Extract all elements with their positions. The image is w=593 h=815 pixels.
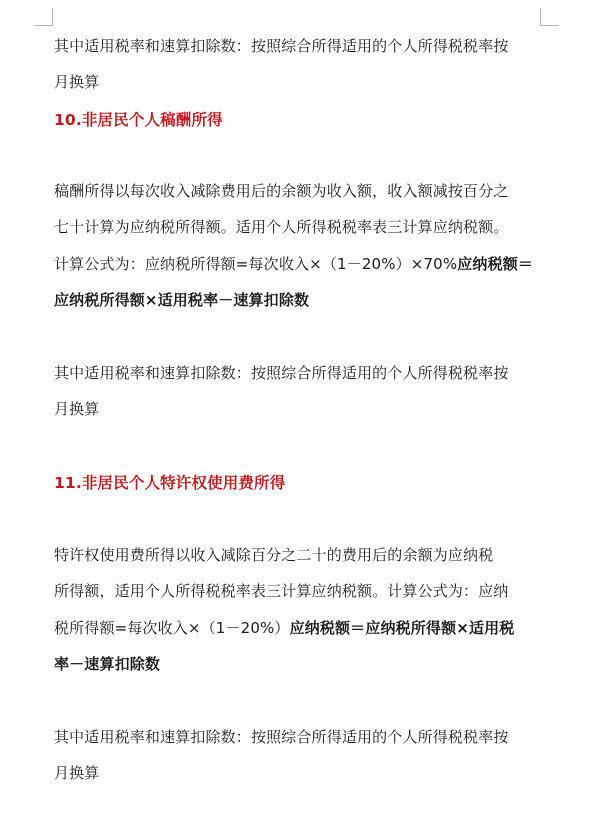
paragraph-line: 其中适用税率和速算扣除数：按照综合所得适用的个人所得税税率按 (54, 364, 509, 382)
crop-mark-left-horizontal (34, 25, 53, 26)
section-heading-10: 10.非居民个人稿酬所得 (54, 111, 223, 129)
paragraph-line: 月换算 (54, 400, 100, 418)
formula-bold-text: 应纳税额＝应纳税所得额×适用税 (289, 619, 515, 637)
section-heading-11: 11.非居民个人特许权使用费所得 (54, 474, 286, 492)
paragraph-line: 其中适用税率和速算扣除数：按照综合所得适用的个人所得税税率按 (54, 728, 509, 746)
formula-text: 计算公式为：应纳税所得额=每次收入×（1－20%）×70% (54, 255, 458, 273)
paragraph-line: 七十计算为应纳税所得额。适用个人所得税税率表三计算应纳税额。 (54, 218, 509, 236)
paragraph-line: 月换算 (54, 764, 100, 782)
paragraph-line: 所得额，适用个人所得税税率表三计算应纳税额。计算公式为：应纳 (54, 582, 509, 600)
formula-bold-line: 应纳税所得额×适用税率－速算扣除数 (54, 291, 310, 309)
paragraph-line: 特许权使用费所得以收入减除百分之二十的费用后的余额为应纳税 (54, 546, 494, 564)
formula-text: 税所得额=每次收入×（1－20%） (54, 619, 290, 637)
formula-line (54, 254, 544, 274)
crop-mark-right-vertical (540, 8, 541, 26)
formula-bold-line: 率－速算扣除数 (54, 655, 161, 673)
formula-bold-text: 应纳税额＝ (457, 255, 534, 273)
paragraph-line: 稿酬所得以每次收入减除费用后的余额为收入额，收入额减按百分之 (54, 182, 509, 200)
paragraph-line: 月换算 (54, 73, 100, 91)
paragraph-line: 其中适用税率和速算扣除数：按照综合所得适用的个人所得税税率按 (54, 37, 509, 55)
crop-mark-right-horizontal (540, 25, 559, 26)
formula-line (54, 618, 544, 638)
crop-mark-left-vertical (52, 8, 53, 26)
